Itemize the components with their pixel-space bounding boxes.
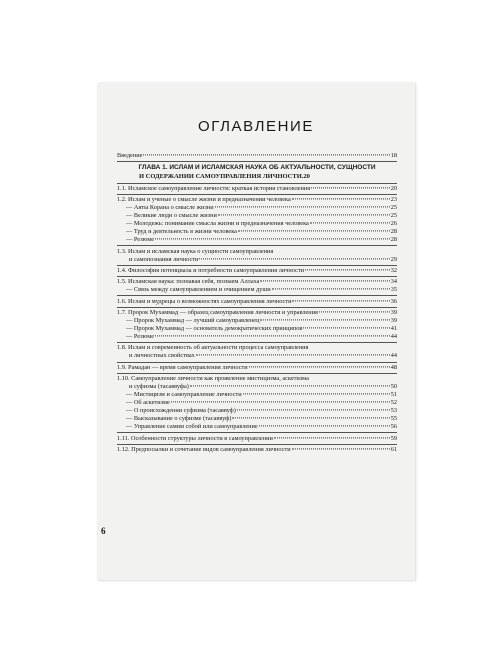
leader-dots [155,335,390,336]
leader-dots [218,215,390,216]
chapter-heading-line1: ГЛАВА 1. ИСЛАМ И ИСЛАМСКАЯ НАУКА ОБ АКТУАЛЬНОСТИ, СУЩНОСТИ [138,164,376,172]
toc-subsection-row[interactable] [117,204,397,212]
chapter-heading-row[interactable] [117,172,397,181]
chapter-heading-line2: И СОДЕРЖАНИИ САМОУПРАВЛЕНИЯ ЛИЧНОСТИ. [139,173,304,181]
toc-section-title: 1.6. Ислам и мудрецы о возможностях самоуправления личности [117,297,292,305]
leader-dots [243,394,390,395]
toc-section-title: 1.10. Самоуправление личности как проявление мистицизма, аскетизма [117,375,309,383]
toc-section-row[interactable] [117,185,397,193]
toc-section-row[interactable] [117,383,397,391]
toc-subsection-title: — Аяты Корана о смысле жизни [117,204,214,212]
toc-subsection-title: — Великие люди о смысле жизни [117,212,217,220]
toc-subsection-title: — Резюме [117,236,154,244]
toc-subsection-title: — Мистицизм и самоуправление личности [117,391,242,399]
toc-subsection-page: 39 [390,317,397,324]
toc-subsection-title: — Пророк Мухаммад — основатель демократических принципов [117,325,302,333]
leader-dots [292,199,390,200]
leader-dots [319,311,390,312]
chapter-page: 20 [303,173,310,181]
toc-subsection-row[interactable] [117,286,397,294]
toc-subsection-title: — Управление самим собой или самоуправление [117,423,258,431]
toc-section-page: 61 [390,445,397,453]
toc-subsection-page: 53 [390,407,397,415]
leader-dots [232,418,389,419]
leader-dots [272,289,390,290]
toc-subsection-page: 56 [390,423,397,431]
toc-subsection-page: 55 [390,415,397,423]
leader-dots [249,366,390,367]
toc-section-page: 36 [390,297,397,305]
leader-dots [199,258,389,259]
toc-subsection-page: 25 [390,212,397,220]
toc-section-page: 32 [390,266,397,274]
separator-line [117,444,397,445]
toc-section-page: 20 [390,184,397,192]
toc-section-title: 1.7. Пророк Мухаммад — образец самоуправления личности и управления [117,309,318,316]
toc-section-title: 1.9. Рамадан — время самоуправления личности [117,363,248,371]
toc-intro-row[interactable] [117,152,397,160]
separator-line [117,307,397,308]
toc-subsection-row[interactable] [117,399,397,407]
leader-dots [190,386,390,387]
toc-section-row[interactable] [117,267,397,275]
toc-section-page: 39 [390,309,397,316]
toc-section-title: 1.4. Философия потенциала и потребности самоуправления личности [117,266,304,274]
toc-section-title: 1.1. Исламское самоуправление личности: краткая история становления [117,184,311,192]
toc-section-title: 1.12. Предпосылки и сочетание видов самоуправления личности [117,445,291,453]
toc-subsection-row[interactable] [117,407,397,415]
toc-section-page: 59 [390,434,397,442]
separator-line [117,362,397,363]
toc-subsection-page: 25 [390,204,397,212]
toc-subsection-page: 35 [390,286,397,294]
toc-subsection-title: — Об аскетизме [117,399,170,407]
toc-section-page: 50 [390,383,397,391]
toc-intro-page: 18 [390,152,397,159]
book-page [97,82,415,580]
toc-section-page: 34 [390,278,397,286]
leader-dots [238,231,390,232]
toc-section-page: 29 [390,255,397,263]
table-of-contents [117,152,397,454]
leader-dots [155,239,390,240]
toc-section-page: 44 [390,352,397,360]
page-number: 6 [101,526,106,536]
separator-line [117,276,397,277]
leader-dots [310,223,390,224]
toc-section-row[interactable] [117,309,397,317]
toc-section-row[interactable] [117,435,397,443]
toc-section-title-cont: и суфизма (тасаввуфа) [129,383,189,391]
toc-subsection-row[interactable] [117,391,397,399]
toc-section-page: 48 [390,363,397,371]
toc-subsection-page: 52 [390,399,397,407]
separator-line [117,432,397,433]
toc-subsection-page: 28 [390,228,397,236]
toc-subsection-row[interactable] [117,228,397,236]
toc-section-row[interactable] [117,352,397,360]
toc-subsection-page: 41 [390,325,397,332]
leader-dots [274,437,390,438]
toc-subsection-row[interactable] [117,212,397,220]
toc-subsection-page: 51 [390,391,397,399]
leader-dots [215,207,390,208]
toc-section-title-cont: и самопознания личности [129,255,199,263]
toc-subsection-title: — Связь между самоуправлением и очищением души [117,286,271,294]
leader-dots [260,319,389,320]
separator-line [117,245,397,246]
separator-line [117,342,397,343]
toc-section-page: 23 [390,196,397,204]
leader-dots [143,154,389,155]
toc-subsection-row[interactable] [117,317,397,325]
page-title: ОГЛАВЛЕНИЕ [197,118,315,135]
leader-dots [311,187,390,188]
separator-line [117,161,397,162]
toc-section-row[interactable] [117,256,397,264]
toc-subsection-page: 26 [390,220,397,228]
toc-subsection-page: 28 [390,236,397,244]
toc-section-row[interactable] [117,364,397,372]
toc-subsection-row[interactable] [117,415,397,423]
separator-line [117,265,397,266]
leader-dots [196,355,390,356]
leader-dots [171,402,390,403]
toc-subsection-row[interactable] [117,236,397,244]
toc-subsection-title: — Высказывание о суфизме (тасаввуф) [117,415,231,423]
leader-dots [292,300,389,301]
toc-intro-label: Введение [117,152,143,159]
toc-subsection-title: — Резюме [117,333,154,341]
toc-section-row[interactable] [117,298,397,306]
toc-section-title: 1.11. Особенности структуры личности в самоуправлении [117,434,273,442]
toc-subsection-row[interactable] [117,220,397,228]
leader-dots [260,281,389,282]
toc-section-title: 1.2. Ислам и ученые о смысле жизни и предназначении человека [117,196,291,204]
separator-line [117,183,397,184]
toc-subsection-title: — Пророк Мухаммад — лучший самоуправленец [117,317,259,325]
toc-section-row[interactable] [117,278,397,286]
separator-line [117,295,397,296]
toc-section-title: 1.8. Ислам и современность об актуальности процесса самоуправления [117,344,309,352]
toc-subsection-title: — Молодежь: понимание смысла жизни и предназначения человека [117,220,309,228]
toc-section-title-cont: и личностных свойствах [129,352,195,360]
leader-dots [292,448,390,449]
separator-line [117,194,397,195]
toc-section-title: 1.5. Исламская наука: познавая себя, познаем Аллаха [117,278,260,286]
toc-section-row[interactable] [117,446,397,454]
toc-subsection-row[interactable] [117,333,397,341]
separator-line [117,373,397,374]
toc-sections [117,183,397,454]
toc-subsection-row[interactable] [117,325,397,333]
toc-subsection-row[interactable] [117,423,397,431]
leader-dots [237,410,390,411]
leader-dots [305,269,390,270]
toc-section-row[interactable] [117,196,397,204]
leader-dots [259,426,390,427]
leader-dots [303,327,389,328]
toc-subsection-title: — Труд и деятельность в жизни человека [117,228,237,236]
toc-subsection-page: 44 [390,333,397,340]
toc-subsection-title: — О происхождении суфизма (тасаввуф) [117,407,236,415]
toc-section-title: 1.3. Ислам и исламская наука о сущности самоуправления [117,247,274,255]
